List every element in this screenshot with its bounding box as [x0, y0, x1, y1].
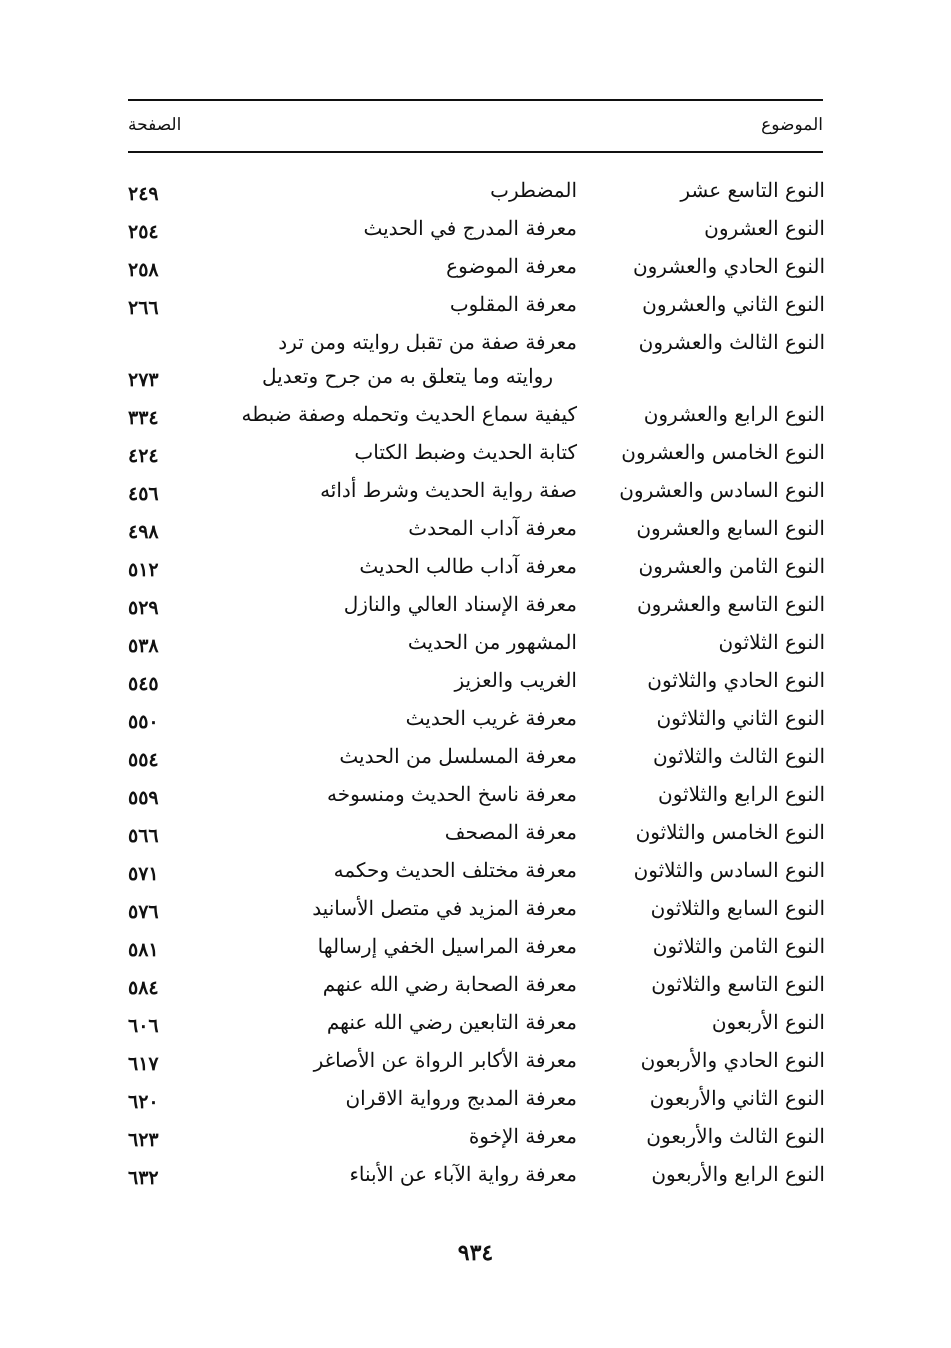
toc-row [128, 1003, 825, 1041]
toc-title: معرفة المراسيل الخفي إرسالها [317, 934, 577, 958]
toc-title: معرفة غريب الحديث [405, 706, 577, 730]
toc-page-number: ٦٢٣ [128, 1129, 159, 1151]
toc-page-number: ٦٠٦ [128, 1015, 159, 1037]
toc-page-number: ٤٢٤ [128, 445, 159, 467]
toc-row [128, 889, 825, 927]
toc-title: معرفة المدرج في الحديث [363, 216, 577, 240]
toc-page-number: ٥٦٦ [128, 825, 159, 847]
toc-page-number: ٥٨١ [128, 939, 159, 961]
toc-title: معرفة الإسناد العالي والنازل [343, 592, 577, 616]
toc-title: معرفة المصحف [444, 820, 577, 844]
toc-page-number: ٢٦٦ [128, 297, 159, 319]
toc-row [128, 775, 825, 813]
toc-page-number: ٤٩٨ [128, 521, 159, 543]
toc-page-number: ٥٨٤ [128, 977, 159, 999]
toc-type: النوع الثاني والأربعون [649, 1086, 825, 1110]
toc-title: معرفة صفة من تقبل روايته ومن ترد [278, 330, 577, 354]
toc-page-number: ٥١٢ [128, 559, 159, 581]
toc-page-number: ٥٣٨ [128, 635, 159, 657]
toc-page-number: ٥٥٩ [128, 787, 159, 809]
toc-title: معرفة ناسخ الحديث ومنسوخه [326, 782, 577, 806]
toc-type: النوع التاسع والثلاثون [651, 972, 825, 996]
toc-type: النوع الثاني والثلاثون [656, 706, 825, 730]
toc-title: معرفة التابعين رضي الله عنهم [326, 1010, 577, 1034]
toc-title: صفة رواية الحديث وشرط أدائه [320, 478, 577, 502]
header-bottom-rule [128, 151, 823, 153]
toc-title: الغريب والعزيز [454, 668, 577, 692]
toc-row [128, 171, 825, 209]
toc-row [128, 1041, 825, 1079]
toc-type: النوع الحادي والأربعون [640, 1048, 825, 1072]
toc-type: النوع السابع والعشرون [636, 516, 825, 540]
toc-page-number: ٥٥٠ [128, 711, 159, 733]
column-header-topic: الموضوع [761, 115, 823, 135]
toc-row [128, 323, 825, 395]
toc-type: النوع الرابع والأربعون [651, 1162, 825, 1186]
toc-row [128, 661, 825, 699]
toc-page-number: ٢٥٤ [128, 221, 159, 243]
toc-row [128, 395, 825, 433]
toc-type: النوع الخامس والثلاثون [635, 820, 825, 844]
toc-row [128, 285, 825, 323]
toc-page-number: ٢٤٩ [128, 183, 159, 205]
toc-title: المضطرب [490, 178, 577, 202]
toc-title: معرفة المزيد في متصل الأسانيد [312, 896, 577, 920]
toc-title: معرفة الموضوع [446, 254, 577, 278]
toc-row [128, 1117, 825, 1155]
toc-type: النوع الثاني والعشرون [642, 292, 825, 316]
toc-title: معرفة مختلف الحديث وحكمه [333, 858, 577, 882]
toc-type: النوع الثالث والعشرون [638, 330, 825, 354]
toc-type: النوع التاسع عشر [680, 178, 825, 202]
table-of-contents [128, 171, 825, 1193]
toc-row [128, 585, 825, 623]
toc-title: معرفة رواية الآباء عن الأبناء [349, 1162, 577, 1186]
toc-title: معرفة المسلسل من الحديث [339, 744, 577, 768]
toc-page-number: ٥٧١ [128, 863, 159, 885]
toc-row [128, 433, 825, 471]
toc-page-number: ٤٥٦ [128, 483, 159, 505]
toc-title: معرفة الأكابر الرواة عن الأصاغر [313, 1048, 577, 1072]
toc-row [128, 247, 825, 285]
toc-page-number: ٥٤٥ [128, 673, 159, 695]
toc-type: النوع الحادي والعشرون [632, 254, 825, 278]
toc-row [128, 471, 825, 509]
toc-title: معرفة الصحابة رضي الله عنهم [322, 972, 577, 996]
toc-type: النوع الحادي والثلاثون [647, 668, 825, 692]
toc-type: النوع الثالث والثلاثون [652, 744, 825, 768]
toc-type: النوع الثامن والثلاثون [652, 934, 825, 958]
toc-type: النوع الثالث والأربعون [646, 1124, 825, 1148]
toc-title: معرفة الإخوة [468, 1124, 577, 1148]
toc-page-number: ٦١٧ [128, 1053, 159, 1075]
toc-title: كتابة الحديث وضبط الكتاب [354, 440, 577, 464]
toc-title: معرفة آداب طالب الحديث [359, 554, 577, 578]
toc-type: النوع الأربعون [711, 1010, 825, 1034]
toc-page-number: ٥٧٦ [128, 901, 159, 923]
toc-type: النوع الرابع والعشرون [643, 402, 825, 426]
column-header-page: الصفحة [128, 115, 182, 135]
toc-page-number: ٣٣٤ [128, 407, 159, 429]
toc-page-number: ٢٥٨ [128, 259, 159, 281]
toc-title: كيفية سماع الحديث وتحمله وصفة ضبطه [241, 402, 577, 426]
toc-page-number: ٦٣٢ [128, 1167, 159, 1189]
toc-type: النوع الثلاثون [718, 630, 825, 654]
toc-row [128, 699, 825, 737]
toc-type: النوع الخامس والعشرون [621, 440, 825, 464]
toc-row [128, 927, 825, 965]
toc-title-continuation: روايته وما يتعلق به من جرح وتعديل [262, 364, 553, 388]
toc-row [128, 547, 825, 585]
toc-type: النوع السابع والثلاثون [650, 896, 825, 920]
page-number: ٩٣٤ [457, 1240, 494, 1266]
toc-title: المشهور من الحديث [407, 630, 577, 654]
toc-type: النوع التاسع والعشرون [636, 592, 825, 616]
toc-title: معرفة آداب المحدث [408, 516, 577, 540]
toc-row [128, 623, 825, 661]
toc-title: معرفة المدبج ورواية الاقران [345, 1086, 577, 1110]
toc-row [128, 813, 825, 851]
toc-page-number: ٥٢٩ [128, 597, 159, 619]
toc-type: النوع العشرون [704, 216, 825, 240]
toc-row [128, 509, 825, 547]
toc-title: معرفة المقلوب [449, 292, 577, 316]
toc-type: النوع السادس والعشرون [619, 478, 825, 502]
toc-row [128, 209, 825, 247]
header-top-rule [128, 99, 823, 101]
toc-row [128, 1079, 825, 1117]
toc-type: النوع الرابع والثلاثون [658, 782, 825, 806]
toc-type: النوع السادس والثلاثون [633, 858, 825, 882]
toc-row [128, 1155, 825, 1193]
toc-row [128, 851, 825, 889]
toc-page-number: ٥٥٤ [128, 749, 159, 771]
toc-page-number: ٢٧٣ [128, 369, 159, 391]
toc-row [128, 737, 825, 775]
toc-row [128, 965, 825, 1003]
toc-page-number: ٦٢٠ [128, 1091, 159, 1113]
toc-type: النوع الثامن والعشرون [638, 554, 825, 578]
